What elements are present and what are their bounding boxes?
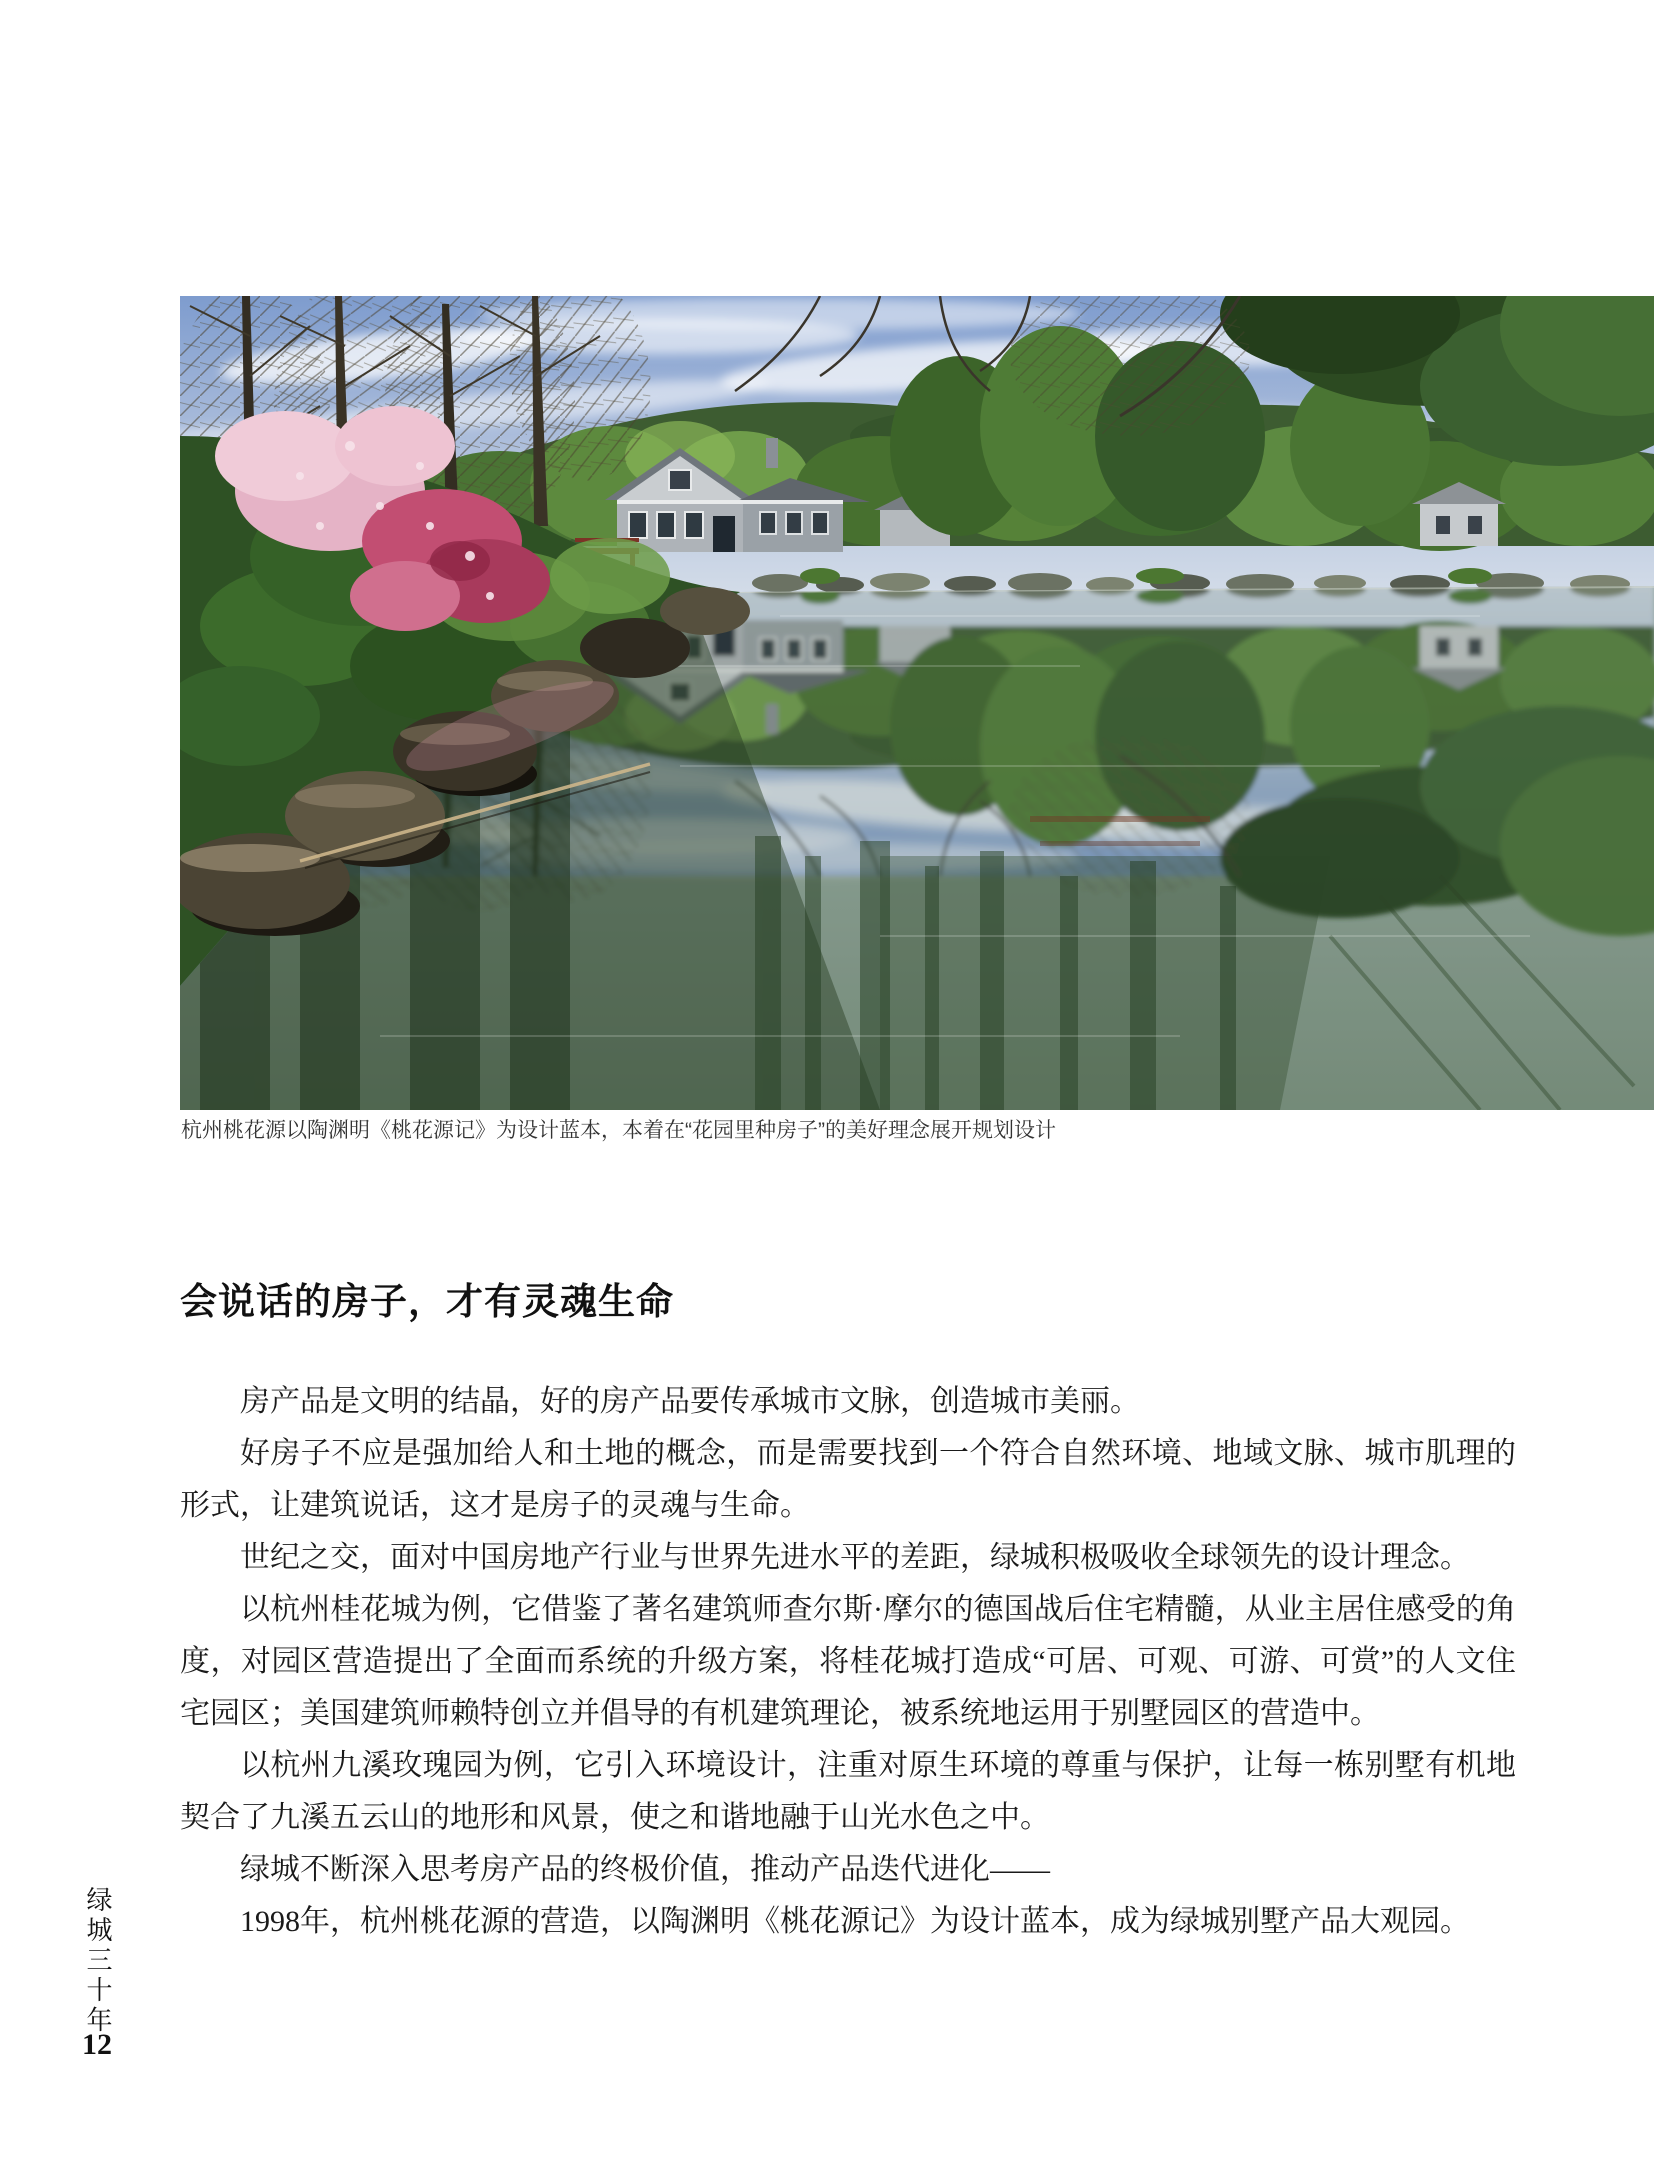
lake-villa-photo [180, 296, 1654, 1110]
photo-caption: 杭州桃花源以陶渊明《桃花源记》为设计蓝本，本着在“花园里种房子”的美好理念展开规划设计 [181, 1119, 1056, 1142]
book-title-vertical: 绿城三十年 [83, 1886, 112, 2036]
section-heading: 会说话的房子，才有灵魂生命 [180, 1281, 674, 1323]
paragraph: 绿城不断深入思考房产品的终极价值，推动产品迭代进化—— [240, 1853, 1050, 1886]
paragraph: 以杭州九溪玫瑰园为例，它引入环境设计，注重对原生环境的尊重与保护，让每一栋别墅有机地契合了九溪五云山的地形和风景，使之和谐地融于山光水色之中。 [180, 1749, 1516, 1834]
paragraph: 好房子不应是强加给人和土地的概念，而是需要找到一个符合自然环境、地域文脉、城市肌理的形式，让建筑说话，这才是房子的灵魂与生命。 [180, 1437, 1516, 1522]
paragraph: 以杭州桂花城为例，它借鉴了著名建筑师查尔斯·摩尔的德国战后住宅精髓，从业主居住感受的角度，对园区营造提出了全面而系统的升级方案，将桂花城打造成“可居、可观、可游、可赏”的人文住宅园区；美国建筑师赖特创立并倡导的有机建筑理论，被系统地运用于别墅园区的营造中。 [180, 1593, 1516, 1730]
paragraph: 1998年，杭州桃花源的营造，以陶渊明《桃花源记》为设计蓝本，成为绿城别墅产品大观园。 [240, 1905, 1470, 1938]
lake-villa-photo-graphic [180, 296, 1654, 1110]
paragraph: 房产品是文明的结晶，好的房产品要传承城市文脉，创造城市美丽。 [240, 1385, 1140, 1418]
page-number: 12 [82, 2028, 112, 2061]
paragraph: 世纪之交，面对中国房地产行业与世界先进水平的差距，绿城积极吸收全球领先的设计理念。 [240, 1541, 1470, 1574]
article-body [180, 1376, 1516, 1948]
